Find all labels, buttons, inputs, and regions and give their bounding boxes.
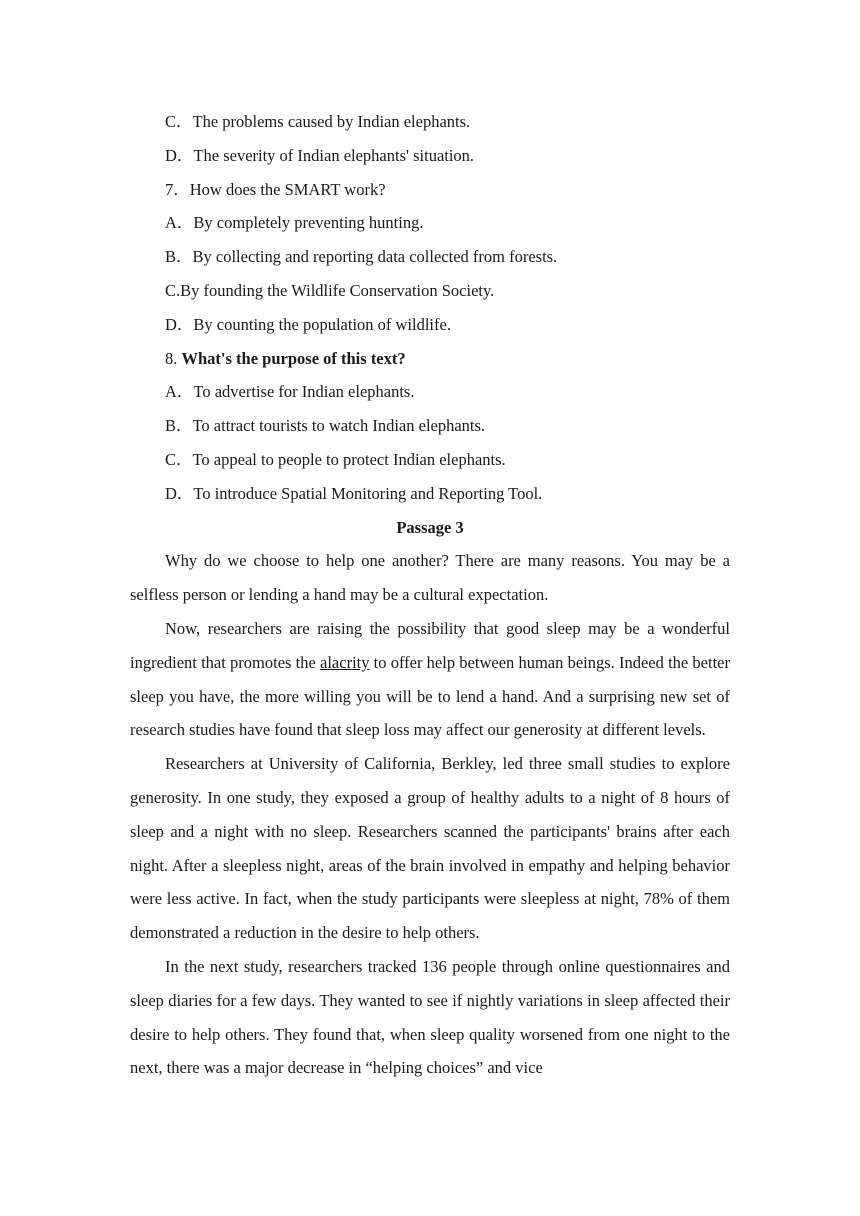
paragraph-2-text-after: to offer help between human beings. Indeed the better sleep you have, the more willing you will be to lend a hand. And a surprising new set of research studies have found that sleep loss may affect our generosity at different levels. [130,652,730,740]
q8-option-b: B．To attract tourists to watch Indian elephants. [165,416,486,436]
passage-paragraph-3: Researchers at University of California, Berkley, led three small studies to explore generosity. In one study, they exposed a group of healthy adults to a night of 8 hours of sleep and a night with no sleep. Researchers scanned the participants' brains after each night. After a sleepless night, areas of the brain involved in empathy and helping behavior were less active. In fact, when the study participants were sleepless at night, 78% of them demonstrated a reduction in the desire to help others. [130,754,730,943]
q8-option-a: A．To advertise for Indian elephants. [165,382,415,402]
q8-option-d: D．To introduce Spatial Monitoring and Reporting Tool. [165,483,543,503]
underlined-word: alacrity [320,652,370,672]
q8-number: 8. [165,348,182,368]
q8-stem [130,342,730,376]
q6-option-c: C．The problems caused by Indian elephants. [165,112,471,131]
q7-option-b: B．By collecting and reporting data collected from forests. [165,247,558,267]
paragraph-2-text-before: Now, researchers are raising the possibility that good sleep may be a wonderful ingredient that promotes the [130,618,730,672]
q7-option-a: A．By completely preventing hunting. [165,213,424,233]
q8-question: What's the purpose of this text? [181,348,406,368]
document-page [130,105,730,1085]
passage-paragraph-4: In the next study, researchers tracked 136 people through online questionnaires and sleep diaries for a few days. They wanted to see if nightly variations in sleep affected their desire to help others. They found that, when sleep quality worsened from one night to the next, there was a major decrease in “helping choices” and vice [130,956,730,1078]
passage-paragraph-1: Why do we choose to help one another? There are many reasons. You may be a selfless person or lending a hand may be a cultural expectation. [130,551,730,605]
q7-option-c: C.By founding the Wildlife Conservation Society. [165,280,495,300]
q7-option-d: D．By counting the population of wildlife. [165,314,451,334]
passage-paragraph-2 [130,612,730,747]
q7-stem: 7．How does the SMART work? [165,179,386,199]
passage-title: Passage 3 [396,517,464,537]
q8-option-c: C．To appeal to people to protect Indian elephants. [165,449,506,469]
q6-option-d: D．The severity of Indian elephants' situation. [165,145,475,165]
